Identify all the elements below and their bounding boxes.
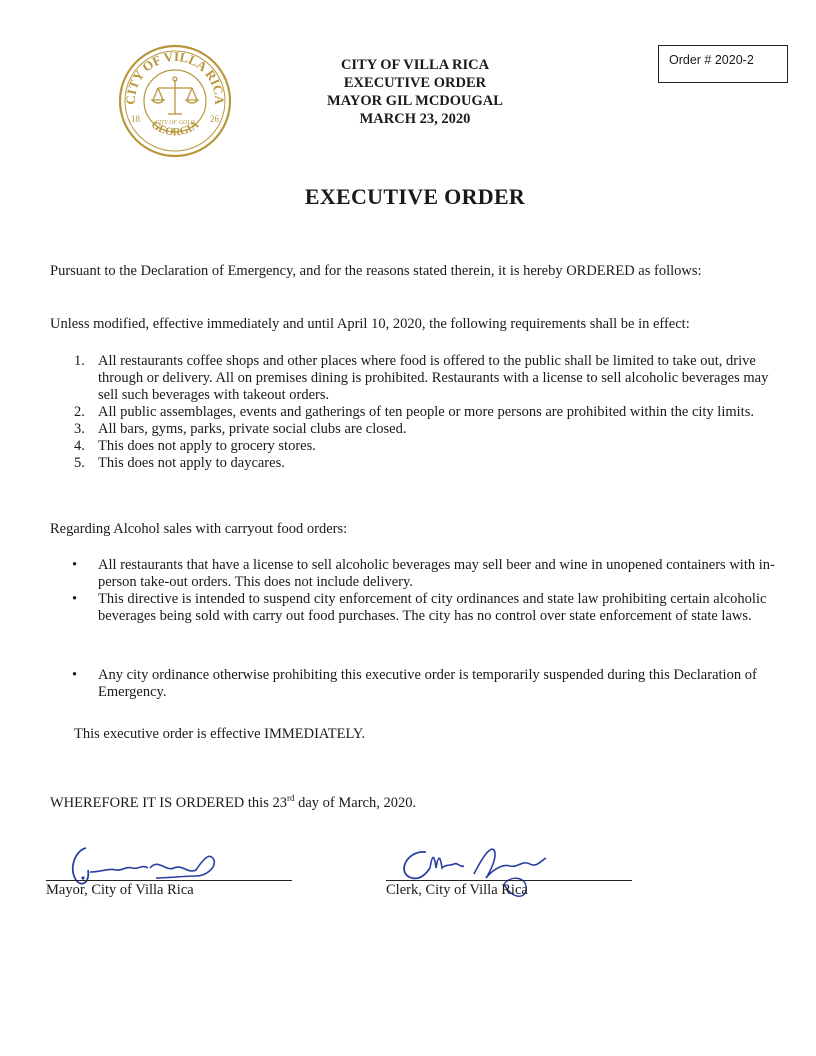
- mayor-signature-label: Mayor, City of Villa Rica: [46, 882, 194, 898]
- scales-of-justice-icon: [152, 77, 198, 114]
- list-item: [72, 667, 788, 701]
- list-item-number: 4.: [74, 438, 85, 454]
- mayor-signature-line: [46, 880, 292, 881]
- seal-year-left: 18: [131, 114, 140, 124]
- city-seal-graphic: [118, 44, 232, 158]
- city-seal: [118, 44, 232, 158]
- mayor-signature-block: [46, 838, 292, 908]
- clerk-signature-block: [386, 838, 632, 908]
- document-title: EXECUTIVE ORDER: [304, 184, 526, 209]
- list-item-text: This directive is intended to suspend city enforcement of city ordinances and state law prohibiting certain alcoholic beverages being sold with carry out food purchases. The city has no control over state enforcement of state laws.: [98, 591, 767, 624]
- header-city: CITY OF VILLA RICA: [340, 57, 490, 73]
- seal-ring-bottom: GEORGIA: [148, 118, 202, 139]
- wherefore-before: WHEREFORE IT IS ORDERED this 23: [50, 795, 287, 811]
- ordinance-bullet-list: [72, 667, 788, 701]
- list-item-text: Any city ordinance otherwise prohibiting this executive order is temporarily suspended during this Declaration of Emergency.: [98, 667, 757, 700]
- header-order-type: EXECUTIVE ORDER: [343, 75, 487, 91]
- bullet-icon: •: [72, 667, 78, 683]
- order-number-box: [658, 45, 788, 83]
- bullet-icon: •: [72, 557, 78, 573]
- list-item-number: 3.: [74, 421, 85, 437]
- header-date: MARCH 23, 2020: [359, 111, 471, 127]
- list-item-text: All public assemblages, events and gatherings of ten people or more persons are prohibited within the city limits.: [98, 404, 754, 420]
- alcohol-heading: Regarding Alcohol sales with carryout food orders:: [50, 521, 348, 537]
- bullet-icon: •: [72, 591, 78, 607]
- list-item-number: 1.: [74, 353, 85, 369]
- seal-ring-top: CITY OF VILLA RICA: [122, 48, 228, 105]
- header-mayor: MAYOR GIL MCDOUGAL: [327, 93, 503, 109]
- list-item: [72, 591, 788, 625]
- wherefore-statement: [50, 795, 780, 812]
- clerk-signature-line: [386, 880, 632, 881]
- list-item: [74, 455, 770, 472]
- wherefore-ordinal: rd: [286, 793, 295, 804]
- list-item-number: 5.: [74, 455, 85, 471]
- list-item-number: 2.: [74, 404, 85, 420]
- list-item: [74, 438, 770, 455]
- list-item-text: This does not apply to daycares.: [98, 455, 285, 471]
- document-header: [290, 56, 540, 128]
- order-number-label: Order # 2020-2: [669, 53, 754, 67]
- effective-immediately-statement: This executive order is effective IMMEDIATELY.: [74, 726, 366, 742]
- list-item-text: This does not apply to grocery stores.: [98, 438, 316, 454]
- requirements-list: [74, 353, 770, 472]
- list-item: [74, 353, 770, 404]
- list-item-text: All restaurants coffee shops and other places where food is offered to the public shall be limited to take out, drive through or delivery. All on premises dining is prohibited. Restaurants with a license to sell alcoholic beverages may sell such beverages with takeout orders.: [98, 353, 769, 403]
- effective-paragraph: Unless modified, effective immediately and until April 10, 2020, the following requirements shall be in effect:: [50, 316, 690, 332]
- seal-motto: CITY OF GOLD: [154, 120, 196, 126]
- list-item: [72, 557, 788, 591]
- alcohol-bullet-list: [72, 557, 788, 625]
- list-item-text: All bars, gyms, parks, private social clubs are closed.: [98, 421, 407, 437]
- seal-year-right: 26: [210, 114, 219, 124]
- wherefore-after: day of March, 2020.: [294, 795, 417, 811]
- intro-paragraph: Pursuant to the Declaration of Emergency, and for the reasons stated therein, it is hereby ORDERED as follows:: [50, 263, 702, 279]
- clerk-signature-label: Clerk, City of Villa Rica: [386, 882, 528, 898]
- list-item: [74, 404, 770, 421]
- list-item: [74, 421, 770, 438]
- list-item-text: All restaurants that have a license to sell alcoholic beverages may sell beer and wine in unopened containers with in-person take-out orders. This does not include delivery.: [98, 557, 775, 590]
